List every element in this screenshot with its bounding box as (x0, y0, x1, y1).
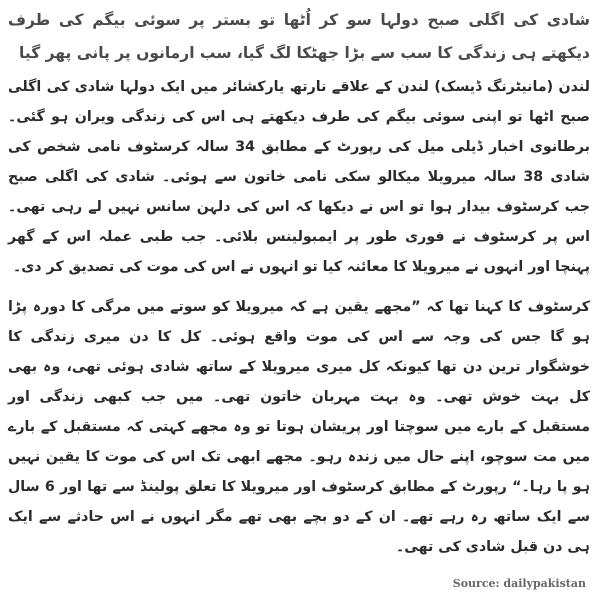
source-credit: Source: dailypakistan (452, 577, 586, 590)
article-paragraph-2: کرسٹوف کا کہنا تھا کہ ”مجھے یقین ہے کہ میرویلا کو سوتے میں مرگی کا دورہ پڑا ہو گا جس کی وجہ سے اس کی موت واقع ہوئی۔ کل کا دن میری زندگی کا خوشگوار ترین دن تھا کیونکہ کل میری میرویلا کے ساتھ شادی ہوئی تھی، وہ بھی کل بہت خوش تھی۔ وہ بہت مہربان خاتون تھی۔ میں جب کبھی زندگی اور مستقبل کے بارے میں سوچتا اور پریشان ہوتا تو وہ مجھے کہتی کہ مستقبل کے بارے میں مت سوچو، اپنے حال میں زندہ رہو۔ مجھے ابھی تک اس کی موت کا یقین نہیں ہو پا رہا۔“ رپورٹ کے مطابق کرسٹوف اور میرویلا کا تعلق پولینڈ سے تھا اور 6 سال سے ایک ساتھ رہ رہے تھے۔ ان کے دو بچے بھی تھے مگر انہوں نے اس حادثے سے ایک ہی دن قبل شادی کی تھی۔ (8, 299, 591, 555)
article-body (8, 4, 590, 572)
article-headline: شادی کی اگلی صبح دولہا سو کر اُٹھا تو بستر پر سوئی بیگم کی طرف دیکھتے ہی زندگی کا سب سے بڑا جھٹکا لگ گیا، سب ارمانوں پر پانی پھر گیا (8, 11, 590, 62)
article-paragraph-1: لندن (مانیٹرنگ ڈیسک) لندن کے علاقے نارتھ یارکشائر میں ایک دولہا شادی کی اگلی صبح اٹھا تو اپنی سوئی بیگم کی طرف دیکھتے ہی اس کی زندگی ویران ہو گئی۔ برطانوی اخبار ڈیلی میل کی رپورٹ کے مطابق 34 سالہ کرسٹوف نامی شخص کی شادی 38 سالہ میرویلا میکالو سکی نامی خاتون سے ہوئی۔ شادی کی اگلی صبح جب کرسٹوف بیدار ہوا تو اس نے دیکھا کہ اس کی دلہن سانس نہیں لے رہی تھی۔ اس پر کرسٹوف نے فوری طور پر ایمبولینس بلائی۔ جب طبی عملہ اس کے گھر پہنچا اور انہوں نے میرویلا کا معائنہ کیا تو انہوں نے اس کی موت کی تصدیق کر دی۔ (8, 79, 590, 275)
